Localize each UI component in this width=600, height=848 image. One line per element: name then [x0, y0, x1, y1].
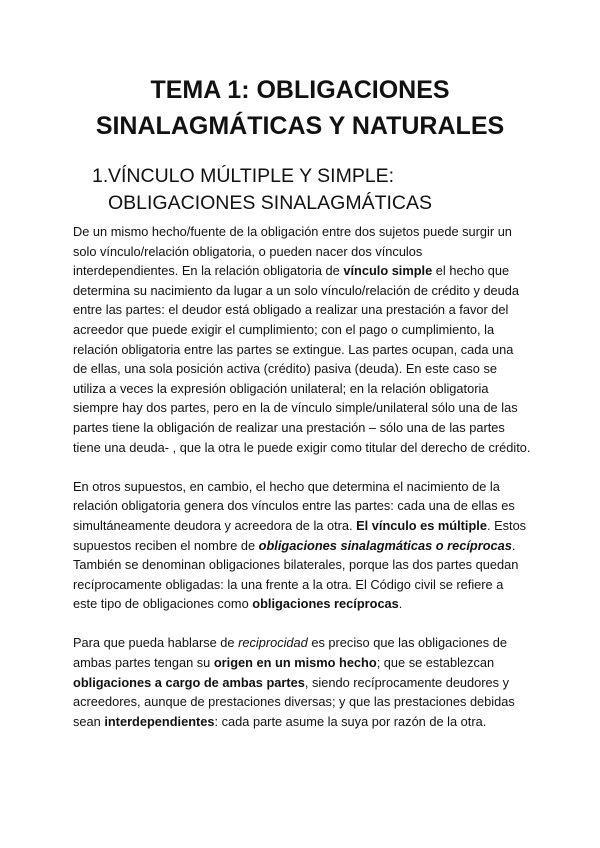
term-vinculo-multiple: El vínculo es múltiple: [356, 517, 487, 533]
paragraph-3-text: Para que pueda hablarse de: [73, 635, 239, 651]
paragraph-3-text: : cada parte asume la suya por razón de la otra.: [214, 713, 487, 729]
term-origen-mismo-hecho: origen en un mismo hecho: [213, 655, 377, 671]
paragraph-3-text: es preciso que las obligaciones de ambas partes tengan su: [73, 635, 507, 671]
paragraph-3: [73, 633, 531, 731]
page-title: [40, 72, 560, 144]
paragraph-3-text: , siendo recíprocamente deudores y acreedores, aunque de prestaciones diversas; y que las prestaciones debidas sean: [73, 674, 515, 729]
paragraph-2-text: . Estos supuestos reciben el nombre de: [73, 517, 527, 553]
term-obligaciones-reciprocas: obligaciones recíprocas: [252, 596, 399, 612]
section-heading: [92, 163, 562, 217]
term-reciprocidad: reciprocidad: [238, 635, 308, 651]
section-number: 1.: [92, 165, 109, 187]
paragraph-1-text: el hecho que determina su nacimiento da lugar a un solo vínculo/relación de crédito y deuda entre las partes: el deudor está obligado a realizar una prestación a favor del acreedor que puede exigir el cumplimiento; con el pago o cumplimiento, la relación obligatoria entre las partes se extingue. Las partes ocupan, cada una de ellas, una sola posición activa (crédito) pasiva (deuda). En este caso se utiliza a veces la expresión obligación unilateral; en la relación obligatoria siempre hay dos partes, pero en la de vínculo simple/unilateral sólo una de las partes tiene la obligación de realizar una prestación – sólo una de las partes tiene una deuda- , que la otra le puede exigir como titular del derecho de crédito.: [73, 263, 531, 455]
paragraph-2-text: .: [398, 596, 403, 612]
paragraph-1-text: De un mismo hecho/fuente de la obligación entre dos sujetos puede surgir un solo vínculo/relación obligatoria, o pueden nacer dos vínculos interdependientes. En la relación obligatoria de: [73, 224, 512, 279]
paragraph-3-text: ; que se establezcan: [376, 655, 495, 671]
term-vinculo-simple: vínculo simple: [343, 263, 433, 279]
term-obligaciones-sinalagmaticas: obligaciones sinalagmáticas o recíprocas: [258, 537, 512, 553]
section-heading-line-1: VÍNCULO MÚLTIPLE Y SIMPLE:: [108, 165, 395, 187]
title-line-1: TEMA 1: OBLIGACIONES: [150, 76, 450, 104]
paragraph-2: [73, 477, 531, 614]
title-line-2: SINALAGMÁTICAS Y NATURALES: [95, 112, 505, 140]
paragraph-1: [73, 222, 531, 457]
paragraph-2-text: . También se denominan obligaciones bilaterales, porque las dos partes quedan recíprocamente obligadas: la una frente a la otra. El Código civil se refiere a este tipo de obligaciones como: [73, 537, 519, 612]
document-body: [73, 222, 531, 751]
paragraph-2-text: En otros supuestos, en cambio, el hecho que determina el nacimiento de la relación obligatoria genera dos vínculos entre las partes: cada una de ellas es simultáneamente deudora y acreedora de la otra.: [73, 478, 515, 533]
section-heading-line-2: OBLIGACIONES SINALAGMÁTICAS: [108, 192, 432, 214]
term-interdependientes: interdependientes: [104, 713, 215, 729]
term-obligaciones-ambas-partes: obligaciones a cargo de ambas partes: [73, 674, 305, 690]
